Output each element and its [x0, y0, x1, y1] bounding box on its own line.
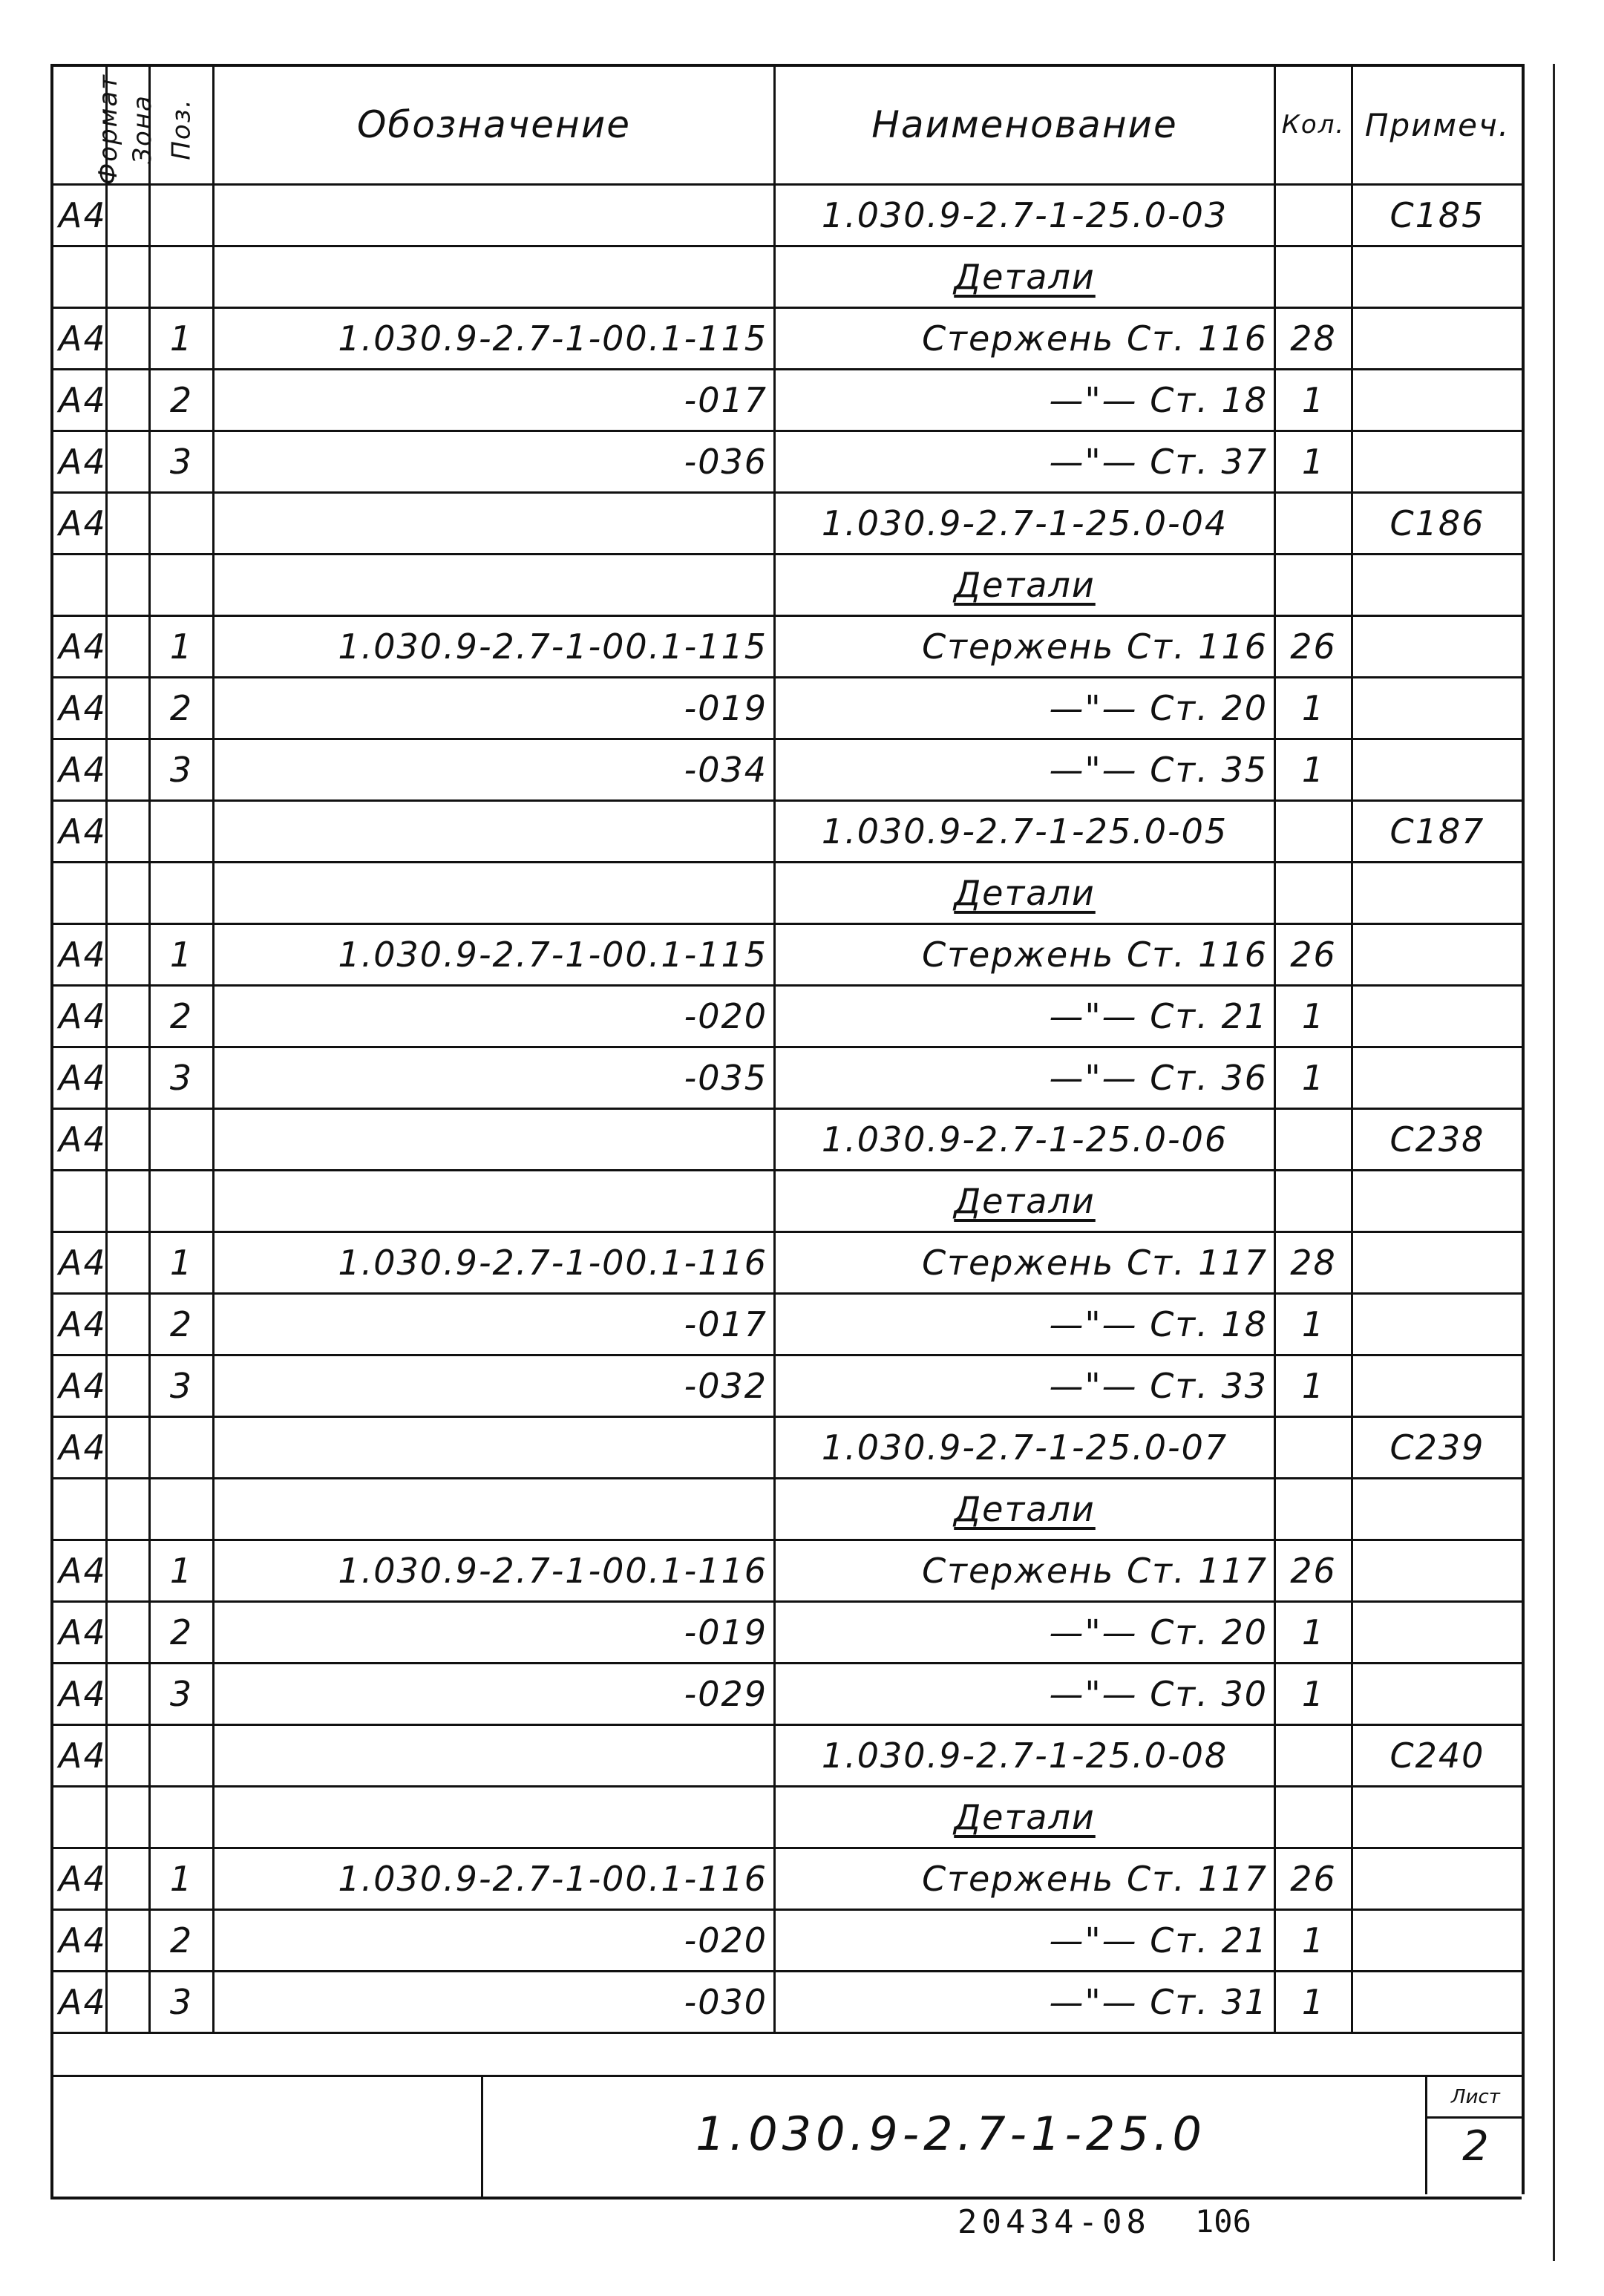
- format-cell: [52, 1171, 107, 1232]
- name-cell: —"— Ст. 20: [775, 1602, 1275, 1664]
- table-row: [52, 863, 1523, 924]
- table-header-row: [52, 65, 1523, 185]
- quantity-cell: 1: [1275, 431, 1352, 493]
- position-cell: 1: [150, 924, 214, 986]
- zone-cell: [107, 1664, 150, 1725]
- designation-cell: 1.030.9-2.7-1-00.1-116: [214, 1540, 775, 1602]
- quantity-cell: [1275, 863, 1352, 924]
- zone-cell: [107, 246, 150, 308]
- designation-cell: -017: [214, 1294, 775, 1355]
- zone-cell: [107, 924, 150, 986]
- note-cell: [1352, 370, 1523, 431]
- zone-cell: [107, 1787, 150, 1848]
- name-cell: —"— Ст. 18: [775, 370, 1275, 431]
- designation-cell: [214, 1787, 775, 1848]
- document-code: 1.030.9-2.7-1-25.0: [695, 2107, 1206, 2161]
- name-cell: 1.030.9-2.7-1-25.0-06: [775, 1109, 1275, 1171]
- quantity-cell: 1: [1275, 1294, 1352, 1355]
- note-cell: [1352, 1294, 1523, 1355]
- quantity-cell: [1275, 246, 1352, 308]
- table-row: [52, 1725, 1523, 1787]
- format-cell: А4: [52, 1540, 107, 1602]
- name-cell: Стержень Ст. 116: [775, 924, 1275, 986]
- zone-cell: [107, 863, 150, 924]
- designation-cell: -036: [214, 431, 775, 493]
- quantity-cell: 1: [1275, 1355, 1352, 1417]
- designation-cell: 1.030.9-2.7-1-00.1-115: [214, 924, 775, 986]
- title-block-stamp: [481, 2075, 1524, 2197]
- designation-cell: -020: [214, 986, 775, 1047]
- position-cell: 2: [150, 678, 214, 739]
- table-row: [52, 924, 1523, 986]
- position-cell: 1: [150, 1848, 214, 1910]
- note-cell: [1352, 1479, 1523, 1540]
- format-cell: А4: [52, 1417, 107, 1479]
- position-cell: 1: [150, 616, 214, 678]
- quantity-cell: [1275, 1171, 1352, 1232]
- designation-cell: -030: [214, 1972, 775, 2033]
- note-cell: [1352, 1171, 1523, 1232]
- zone-cell: [107, 1972, 150, 2033]
- position-cell: 2: [150, 1602, 214, 1664]
- name-cell: —"— Ст. 33: [775, 1355, 1275, 1417]
- quantity-cell: [1275, 801, 1352, 863]
- quantity-cell: 1: [1275, 370, 1352, 431]
- format-cell: А4: [52, 739, 107, 801]
- note-cell: С186: [1352, 493, 1523, 555]
- table-row: [52, 1479, 1523, 1540]
- name-cell: Стержень Ст. 117: [775, 1232, 1275, 1294]
- note-cell: [1352, 863, 1523, 924]
- name-cell: —"— Ст. 35: [775, 739, 1275, 801]
- zone-cell: [107, 1910, 150, 1972]
- zone-cell: [107, 370, 150, 431]
- quantity-cell: [1275, 1109, 1352, 1171]
- quantity-cell: 1: [1275, 1972, 1352, 2033]
- quantity-cell: [1275, 1479, 1352, 1540]
- quantity-cell: 26: [1275, 1540, 1352, 1602]
- table-row: [52, 185, 1523, 246]
- quantity-cell: 26: [1275, 1848, 1352, 1910]
- position-cell: 3: [150, 739, 214, 801]
- table-row: [52, 1355, 1523, 1417]
- designation-cell: [214, 863, 775, 924]
- zone-cell: [107, 555, 150, 616]
- table-row: [52, 1787, 1523, 1848]
- note-cell: [1352, 246, 1523, 308]
- name-cell: Детали: [775, 246, 1275, 308]
- designation-cell: -020: [214, 1910, 775, 1972]
- note-cell: [1352, 555, 1523, 616]
- note-cell: [1352, 1848, 1523, 1910]
- archive-page-number: 106: [1195, 2203, 1251, 2240]
- zone-cell: [107, 986, 150, 1047]
- zone-cell: [107, 1602, 150, 1664]
- table-row: [52, 1109, 1523, 1171]
- note-cell: [1352, 1047, 1523, 1109]
- designation-cell: [214, 185, 775, 246]
- zone-cell: [107, 1479, 150, 1540]
- designation-cell: [214, 1725, 775, 1787]
- format-cell: А4: [52, 308, 107, 370]
- quantity-cell: [1275, 185, 1352, 246]
- table-row: [52, 1417, 1523, 1479]
- note-cell: [1352, 1232, 1523, 1294]
- name-cell: Детали: [775, 1787, 1275, 1848]
- format-cell: А4: [52, 185, 107, 246]
- quantity-cell: [1275, 1787, 1352, 1848]
- designation-cell: [214, 555, 775, 616]
- table-row: [52, 1910, 1523, 1972]
- zone-cell: [107, 493, 150, 555]
- format-cell: А4: [52, 801, 107, 863]
- position-cell: [150, 1417, 214, 1479]
- designation-cell: -035: [214, 1047, 775, 1109]
- format-cell: А4: [52, 1664, 107, 1725]
- table-row: [52, 1171, 1523, 1232]
- note-cell: С187: [1352, 801, 1523, 863]
- header-zone: Зона: [107, 65, 150, 185]
- format-cell: А4: [52, 370, 107, 431]
- name-cell: —"— Ст. 21: [775, 1910, 1275, 1972]
- name-cell: Детали: [775, 1479, 1275, 1540]
- note-cell: [1352, 1355, 1523, 1417]
- note-cell: [1352, 924, 1523, 986]
- header-designation: Обозначение: [214, 65, 775, 185]
- name-cell: —"— Ст. 18: [775, 1294, 1275, 1355]
- note-cell: С240: [1352, 1725, 1523, 1787]
- quantity-cell: 28: [1275, 1232, 1352, 1294]
- name-cell: Стержень Ст. 117: [775, 1848, 1275, 1910]
- position-cell: 2: [150, 370, 214, 431]
- format-cell: А4: [52, 1602, 107, 1664]
- format-cell: А4: [52, 1848, 107, 1910]
- name-cell: —"— Ст. 37: [775, 431, 1275, 493]
- format-cell: А4: [52, 1972, 107, 2033]
- format-cell: А4: [52, 1232, 107, 1294]
- format-cell: А4: [52, 986, 107, 1047]
- quantity-cell: [1275, 1725, 1352, 1787]
- zone-cell: [107, 1540, 150, 1602]
- table-row: [52, 986, 1523, 1047]
- format-cell: [52, 246, 107, 308]
- format-cell: А4: [52, 616, 107, 678]
- position-cell: [150, 555, 214, 616]
- format-cell: [52, 555, 107, 616]
- format-cell: А4: [52, 678, 107, 739]
- table-row: [52, 555, 1523, 616]
- table-row: [52, 1664, 1523, 1725]
- note-cell: [1352, 678, 1523, 739]
- outer-margin-line: [1553, 64, 1555, 2261]
- format-cell: [52, 1787, 107, 1848]
- note-cell: [1352, 1602, 1523, 1664]
- quantity-cell: 28: [1275, 308, 1352, 370]
- designation-cell: [214, 1479, 775, 1540]
- table-row: [52, 1294, 1523, 1355]
- table-row: [52, 739, 1523, 801]
- position-cell: 3: [150, 1664, 214, 1725]
- designation-cell: -017: [214, 370, 775, 431]
- name-cell: 1.030.9-2.7-1-25.0-03: [775, 185, 1275, 246]
- table-row: [52, 246, 1523, 308]
- table-row: [52, 1540, 1523, 1602]
- designation-cell: -019: [214, 1602, 775, 1664]
- table-row: [52, 616, 1523, 678]
- designation-cell: [214, 1109, 775, 1171]
- zone-cell: [107, 678, 150, 739]
- format-cell: А4: [52, 1910, 107, 1972]
- zone-cell: [107, 616, 150, 678]
- position-cell: 1: [150, 308, 214, 370]
- designation-cell: -034: [214, 739, 775, 801]
- note-cell: [1352, 616, 1523, 678]
- designation-cell: [214, 1417, 775, 1479]
- note-cell: [1352, 739, 1523, 801]
- name-cell: Детали: [775, 555, 1275, 616]
- position-cell: 3: [150, 431, 214, 493]
- designation-cell: [214, 246, 775, 308]
- quantity-cell: 1: [1275, 1047, 1352, 1109]
- name-cell: —"— Ст. 36: [775, 1047, 1275, 1109]
- sheet-number: 2: [1462, 2122, 1489, 2171]
- designation-cell: 1.030.9-2.7-1-00.1-115: [214, 308, 775, 370]
- designation-cell: [214, 1171, 775, 1232]
- zone-cell: [107, 1417, 150, 1479]
- designation-cell: 1.030.9-2.7-1-00.1-116: [214, 1848, 775, 1910]
- designation-cell: 1.030.9-2.7-1-00.1-116: [214, 1232, 775, 1294]
- quantity-cell: 1: [1275, 986, 1352, 1047]
- table-row: [52, 801, 1523, 863]
- designation-cell: [214, 801, 775, 863]
- zone-cell: [107, 1171, 150, 1232]
- format-cell: А4: [52, 1355, 107, 1417]
- quantity-cell: [1275, 493, 1352, 555]
- quantity-cell: 1: [1275, 739, 1352, 801]
- format-cell: А4: [52, 493, 107, 555]
- table-row: [52, 308, 1523, 370]
- note-cell: С185: [1352, 185, 1523, 246]
- position-cell: 3: [150, 1355, 214, 1417]
- quantity-cell: 1: [1275, 1664, 1352, 1725]
- position-cell: 2: [150, 1910, 214, 1972]
- position-cell: 3: [150, 1047, 214, 1109]
- note-cell: [1352, 1787, 1523, 1848]
- name-cell: Детали: [775, 863, 1275, 924]
- quantity-cell: 26: [1275, 924, 1352, 986]
- header-note: Примеч.: [1352, 65, 1523, 185]
- table-row: [52, 493, 1523, 555]
- position-cell: [150, 1109, 214, 1171]
- zone-cell: [107, 1848, 150, 1910]
- designation-cell: -029: [214, 1664, 775, 1725]
- position-cell: 2: [150, 1294, 214, 1355]
- quantity-cell: 1: [1275, 1602, 1352, 1664]
- position-cell: 3: [150, 1972, 214, 2033]
- zone-cell: [107, 1294, 150, 1355]
- zone-cell: [107, 308, 150, 370]
- quantity-cell: 1: [1275, 1910, 1352, 1972]
- table-row: [52, 1602, 1523, 1664]
- zone-cell: [107, 1232, 150, 1294]
- position-cell: [150, 1725, 214, 1787]
- name-cell: 1.030.9-2.7-1-25.0-08: [775, 1725, 1275, 1787]
- quantity-cell: 26: [1275, 616, 1352, 678]
- position-cell: [150, 185, 214, 246]
- position-cell: [150, 1787, 214, 1848]
- position-cell: [150, 1171, 214, 1232]
- header-quantity: Кол.: [1275, 65, 1352, 185]
- format-cell: А4: [52, 924, 107, 986]
- name-cell: 1.030.9-2.7-1-25.0-05: [775, 801, 1275, 863]
- sheet-label: Лист: [1427, 2078, 1524, 2119]
- name-cell: —"— Ст. 30: [775, 1664, 1275, 1725]
- format-cell: А4: [52, 1294, 107, 1355]
- format-cell: А4: [52, 1725, 107, 1787]
- designation-cell: -019: [214, 678, 775, 739]
- sheet-number-box: [1425, 2075, 1524, 2194]
- designation-cell: 1.030.9-2.7-1-00.1-115: [214, 616, 775, 678]
- note-cell: С238: [1352, 1109, 1523, 1171]
- name-cell: Стержень Ст. 117: [775, 1540, 1275, 1602]
- name-cell: —"— Ст. 31: [775, 1972, 1275, 2033]
- position-cell: [150, 863, 214, 924]
- archive-code: 20434-08: [958, 2203, 1150, 2241]
- table-row: [52, 370, 1523, 431]
- name-cell: 1.030.9-2.7-1-25.0-04: [775, 493, 1275, 555]
- name-cell: —"— Ст. 21: [775, 986, 1275, 1047]
- table-row: [52, 1232, 1523, 1294]
- name-cell: Стержень Ст. 116: [775, 616, 1275, 678]
- position-cell: [150, 1479, 214, 1540]
- zone-cell: [107, 739, 150, 801]
- zone-cell: [107, 1109, 150, 1171]
- note-cell: [1352, 1540, 1523, 1602]
- designation-cell: -032: [214, 1355, 775, 1417]
- name-cell: Стержень Ст. 116: [775, 308, 1275, 370]
- position-cell: [150, 246, 214, 308]
- specification-table: [50, 64, 1524, 2034]
- name-cell: Детали: [775, 1171, 1275, 1232]
- table-row: [52, 1848, 1523, 1910]
- format-cell: А4: [52, 1047, 107, 1109]
- note-cell: [1352, 308, 1523, 370]
- zone-cell: [107, 1355, 150, 1417]
- header-position: Поз.: [150, 65, 214, 185]
- header-name: Наименование: [775, 65, 1275, 185]
- zone-cell: [107, 1047, 150, 1109]
- zone-cell: [107, 1725, 150, 1787]
- format-cell: [52, 1479, 107, 1540]
- position-cell: 1: [150, 1232, 214, 1294]
- table-row: [52, 431, 1523, 493]
- table-row: [52, 1972, 1523, 2033]
- format-cell: А4: [52, 1109, 107, 1171]
- position-cell: [150, 801, 214, 863]
- note-cell: [1352, 1972, 1523, 2033]
- format-cell: [52, 863, 107, 924]
- zone-cell: [107, 801, 150, 863]
- table-row: [52, 678, 1523, 739]
- zone-cell: [107, 431, 150, 493]
- quantity-cell: [1275, 1417, 1352, 1479]
- note-cell: [1352, 986, 1523, 1047]
- name-cell: 1.030.9-2.7-1-25.0-07: [775, 1417, 1275, 1479]
- name-cell: —"— Ст. 20: [775, 678, 1275, 739]
- note-cell: [1352, 1910, 1523, 1972]
- position-cell: [150, 493, 214, 555]
- note-cell: [1352, 431, 1523, 493]
- table-row: [52, 1047, 1523, 1109]
- note-cell: С239: [1352, 1417, 1523, 1479]
- header-format: Формат: [52, 65, 107, 185]
- quantity-cell: [1275, 555, 1352, 616]
- note-cell: [1352, 1664, 1523, 1725]
- position-cell: 2: [150, 986, 214, 1047]
- designation-cell: [214, 493, 775, 555]
- format-cell: А4: [52, 431, 107, 493]
- zone-cell: [107, 185, 150, 246]
- position-cell: 1: [150, 1540, 214, 1602]
- quantity-cell: 1: [1275, 678, 1352, 739]
